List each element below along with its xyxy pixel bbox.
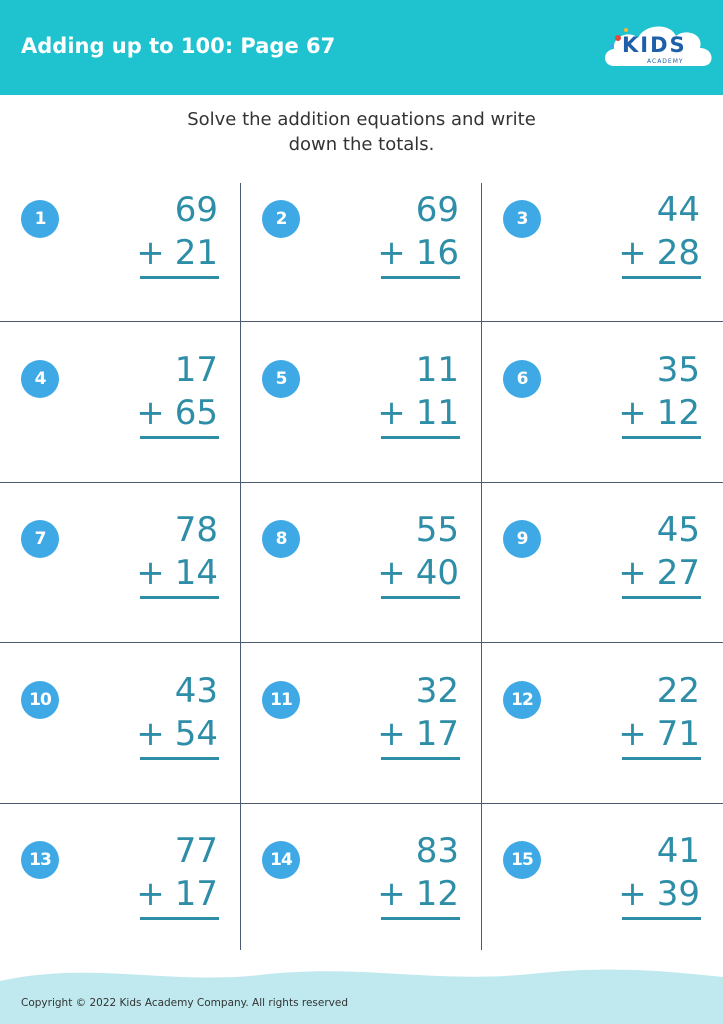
problem-number-badge: 3 (503, 200, 541, 238)
problem-cell (482, 510, 723, 670)
problem-number-badge: 8 (262, 520, 300, 558)
problem-cell (0, 190, 241, 350)
problem-number-badge: 6 (503, 360, 541, 398)
problem-number-badge: 11 (262, 681, 300, 719)
second-addend-row (98, 553, 218, 593)
plus-sign: + (136, 393, 165, 433)
second-addend-row (339, 553, 459, 593)
plus-sign: + (136, 233, 165, 273)
second-addend: 65 (174, 393, 218, 433)
answer-line[interactable] (140, 757, 219, 760)
first-addend: 55 (415, 510, 459, 550)
plus-sign: + (618, 714, 647, 754)
second-addend: 71 (656, 714, 700, 754)
plus-sign: + (136, 553, 165, 593)
answer-line[interactable] (140, 917, 219, 920)
first-addend: 43 (174, 671, 218, 711)
second-addend-row (339, 714, 459, 754)
plus-sign: + (618, 393, 647, 433)
second-addend: 11 (415, 393, 459, 433)
problem-cell (482, 350, 723, 510)
first-addend: 77 (174, 831, 218, 871)
second-addend-row (98, 393, 218, 433)
plus-sign: + (377, 553, 406, 593)
logo-subtext: ACADEMY (647, 58, 684, 65)
problem-number-badge: 2 (262, 200, 300, 238)
first-addend: 69 (174, 190, 218, 230)
plus-sign: + (618, 553, 647, 593)
problem-number-badge: 1 (21, 200, 59, 238)
header-bar (0, 0, 723, 95)
instructions (0, 107, 723, 157)
first-addend: 45 (656, 510, 700, 550)
page-title: Adding up to 100: Page 67 (21, 34, 336, 58)
plus-sign: + (136, 874, 165, 914)
first-addend: 17 (174, 350, 218, 390)
second-addend-row (98, 233, 218, 273)
second-addend: 12 (415, 874, 459, 914)
first-addend: 83 (415, 831, 459, 871)
second-addend: 54 (174, 714, 218, 754)
second-addend: 28 (656, 233, 700, 273)
problem-cell (0, 350, 241, 510)
first-addend: 69 (415, 190, 459, 230)
problem-number-badge: 14 (262, 841, 300, 879)
second-addend-row (580, 714, 700, 754)
problem-number-badge: 12 (503, 681, 541, 719)
problem-cell (241, 350, 482, 510)
problem-grid (0, 183, 723, 950)
instructions-line-1: Solve the addition equations and write (187, 109, 536, 130)
second-addend-row (580, 233, 700, 273)
answer-line[interactable] (140, 596, 219, 599)
answer-line[interactable] (622, 917, 701, 920)
plus-sign: + (618, 874, 647, 914)
second-addend: 39 (656, 874, 700, 914)
second-addend-row (339, 393, 459, 433)
problem-number-badge: 15 (503, 841, 541, 879)
kids-academy-logo (600, 16, 718, 78)
instructions-line-2: down the totals. (288, 134, 435, 155)
second-addend: 17 (415, 714, 459, 754)
problem-number-badge: 5 (262, 360, 300, 398)
problem-cell (241, 671, 482, 831)
answer-line[interactable] (381, 757, 460, 760)
first-addend: 11 (415, 350, 459, 390)
footer (0, 955, 723, 1024)
second-addend: 27 (656, 553, 700, 593)
problem-number-badge: 10 (21, 681, 59, 719)
problem-cell (241, 190, 482, 350)
plus-sign: + (377, 233, 406, 273)
second-addend-row (580, 553, 700, 593)
plus-sign: + (377, 714, 406, 754)
second-addend-row (98, 874, 218, 914)
answer-line[interactable] (381, 917, 460, 920)
second-addend: 16 (415, 233, 459, 273)
answer-line[interactable] (622, 596, 701, 599)
answer-line[interactable] (140, 436, 219, 439)
second-addend: 21 (174, 233, 218, 273)
second-addend-row (580, 874, 700, 914)
answer-line[interactable] (622, 757, 701, 760)
problem-number-badge: 9 (503, 520, 541, 558)
second-addend: 12 (656, 393, 700, 433)
problem-cell (482, 190, 723, 350)
answer-line[interactable] (381, 276, 460, 279)
second-addend-row (580, 393, 700, 433)
problem-cell (241, 510, 482, 670)
first-addend: 78 (174, 510, 218, 550)
problem-cell (0, 671, 241, 831)
first-addend: 22 (656, 671, 700, 711)
first-addend: 32 (415, 671, 459, 711)
second-addend-row (339, 233, 459, 273)
answer-line[interactable] (622, 436, 701, 439)
plus-sign: + (618, 233, 647, 273)
answer-line[interactable] (622, 276, 701, 279)
problem-cell (482, 671, 723, 831)
first-addend: 41 (656, 831, 700, 871)
problem-number-badge: 4 (21, 360, 59, 398)
logo-text: KIDS (622, 33, 687, 57)
answer-line[interactable] (140, 276, 219, 279)
copyright-text: Copyright © 2022 Kids Academy Company. All rights reserved (21, 997, 349, 1009)
problem-number-badge: 7 (21, 520, 59, 558)
second-addend: 14 (174, 553, 218, 593)
wave-decoration (0, 955, 723, 1024)
problem-cell (0, 510, 241, 670)
second-addend: 17 (174, 874, 218, 914)
answer-line[interactable] (381, 436, 460, 439)
first-addend: 44 (656, 190, 700, 230)
answer-line[interactable] (381, 596, 460, 599)
problem-number-badge: 13 (21, 841, 59, 879)
second-addend-row (98, 714, 218, 754)
first-addend: 35 (656, 350, 700, 390)
plus-sign: + (377, 393, 406, 433)
second-addend: 40 (415, 553, 459, 593)
second-addend-row (339, 874, 459, 914)
plus-sign: + (377, 874, 406, 914)
plus-sign: + (136, 714, 165, 754)
